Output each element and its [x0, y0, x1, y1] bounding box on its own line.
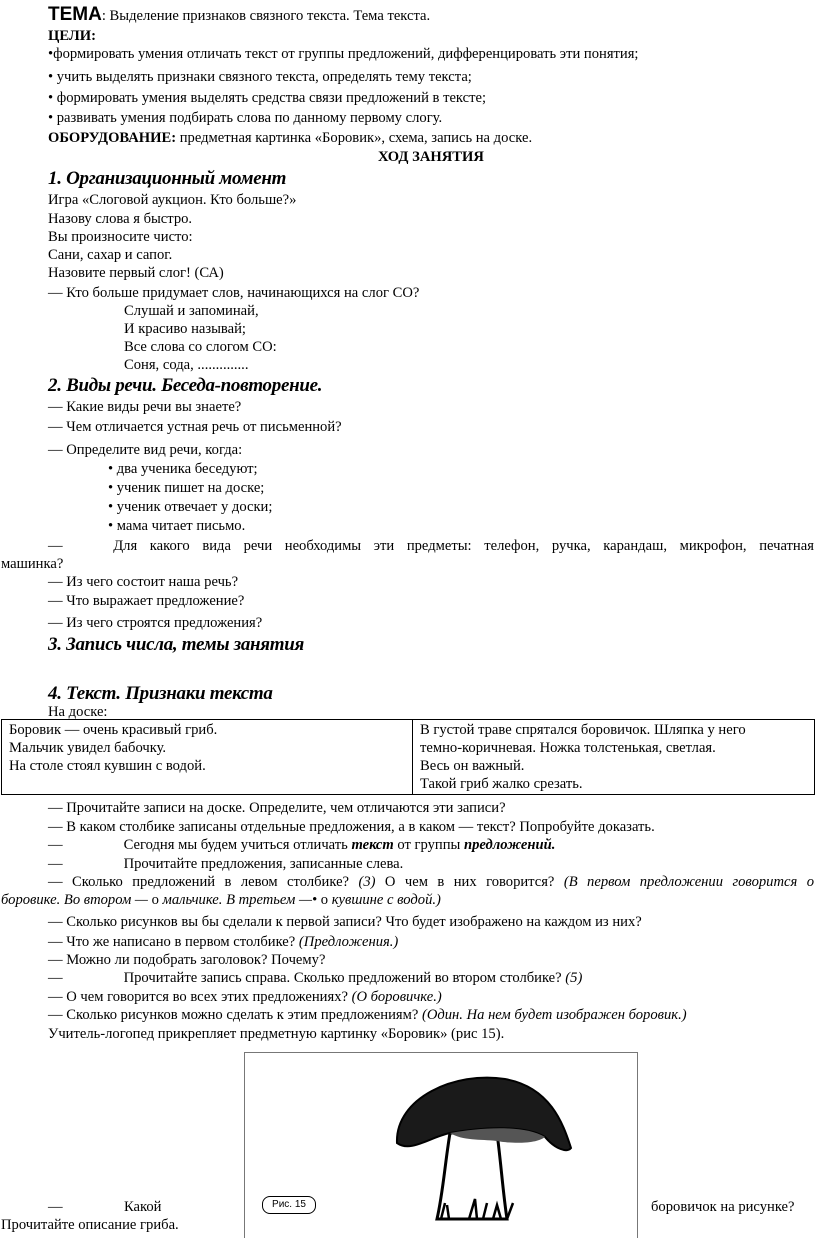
- word: ручка,: [551, 538, 591, 554]
- answer: (Предложения.): [298, 934, 399, 950]
- teacher-note: Учитель-логопед прикрепляет предметную картинку «Боровик» (рис 15).: [48, 1026, 505, 1042]
- tema-label: ТЕМА: [48, 4, 102, 25]
- board-text-line: темно-коричневая. Ножка толстенькая, светлая.: [420, 740, 716, 756]
- last-question-line2: Прочитайте описание гриба.: [1, 1217, 179, 1233]
- section1-heading: 1. Организационный момент: [48, 168, 287, 189]
- equipment-text: предметная картинка «Боровик», схема, запись на доске.: [176, 130, 533, 146]
- section4-heading: 4. Текст. Признаки текста: [48, 683, 273, 704]
- text: О чем в них говорится?: [375, 874, 564, 890]
- question: [48, 988, 442, 1006]
- bullet-item: • ученик пишет на доске;: [108, 480, 265, 496]
- lesson-title: ХОД ЗАНЯТИЯ: [378, 149, 484, 165]
- board-sentence: Боровик — очень красивый гриб.: [9, 722, 218, 738]
- word: вида: [202, 538, 231, 554]
- last-question-right: боровичок на рисунке?: [651, 1199, 795, 1215]
- word: предметы:: [406, 538, 472, 554]
- question: [48, 969, 582, 987]
- board-left-column: [2, 720, 413, 795]
- section1-line: Назовите первый слог! (СА): [48, 265, 224, 281]
- question: [48, 855, 403, 873]
- word: необходимы: [284, 538, 362, 554]
- word: Для: [113, 538, 138, 554]
- section1-line: — Кто больше придумает слов, начинающихся на слог СО?: [48, 285, 420, 301]
- answer-continuation: [1, 891, 441, 909]
- poem-line: И красиво называй;: [124, 321, 246, 337]
- answer: кувшине с водой.): [328, 892, 441, 908]
- text: о: [151, 892, 159, 908]
- board-table: [1, 719, 815, 795]
- poem-line: Соня, сода, ..............: [124, 357, 249, 373]
- question: [48, 1006, 687, 1024]
- text: Прочитайте запись справа. Сколько предложений во втором столбике?: [123, 970, 566, 986]
- last-question-word: Какой: [124, 1199, 162, 1215]
- answer: (3): [358, 874, 376, 890]
- board-sentence: Мальчик увидел бабочку.: [9, 740, 167, 756]
- bullet-item: • мама читает письмо.: [108, 518, 246, 534]
- answer: боровике. Во втором —: [1, 892, 152, 908]
- bullet-item: • ученик отвечает у доски;: [108, 499, 273, 515]
- section1-line: Сани, сахар и сапог.: [48, 247, 173, 263]
- question: [48, 836, 555, 854]
- question: — Определите вид речи, когда:: [48, 442, 243, 458]
- goal-item: •формировать умения отличать текст от группы предложений, дифференцировать эти понятия;: [48, 46, 639, 62]
- question: — В каком столбике записаны отдельные предложения, а в каком — текст? Попробуйте доказать.: [48, 819, 655, 835]
- question-continuation: машинка?: [1, 556, 64, 572]
- word: телефон,: [484, 538, 540, 554]
- emphasis: текст: [351, 837, 394, 853]
- board-text-line: Такой гриб жалко срезать.: [420, 776, 583, 792]
- answer: (Один. На нем будет изображен боровик.): [421, 1007, 687, 1023]
- text: — Сколько предложений в левом столбике?: [48, 874, 359, 890]
- text: — О чем говорится во всех этих предложениях?: [48, 989, 352, 1005]
- question: — Из чего строятся предложения?: [48, 615, 263, 631]
- question: — Из чего состоит наша речь?: [48, 574, 239, 590]
- dash: —: [48, 970, 63, 986]
- question: — Сколько рисунков вы бы сделали к первой записи? Что будет изображено на каждом из них?: [48, 914, 642, 930]
- emphasis: предложений.: [464, 837, 556, 853]
- question: [48, 873, 814, 891]
- word: эти: [373, 538, 395, 554]
- poem-line: Все слова со слогом СО:: [124, 339, 277, 355]
- question: — Прочитайте записи на доске. Определите, чем отличаются эти записи?: [48, 800, 506, 816]
- goals-label: ЦЕЛИ:: [48, 28, 96, 44]
- question: — Что выражает предложение?: [48, 593, 245, 609]
- answer: (5): [565, 970, 583, 986]
- word: какого: [149, 538, 190, 554]
- equipment-line: [48, 129, 532, 147]
- board-right-column: [413, 720, 815, 795]
- board-text-line: Весь он важный.: [420, 758, 525, 774]
- section1-line: Назову слова я быстро.: [48, 211, 193, 227]
- section1-line: Вы произносите чисто:: [48, 229, 193, 245]
- section3-heading: 3. Запись числа, темы занятия: [48, 634, 305, 655]
- tema-line: [48, 3, 430, 28]
- board-sentence: На столе стоял кувшин с водой.: [9, 758, 206, 774]
- goal-item: • формировать умения выделять средства связи предложений в тексте;: [48, 90, 487, 106]
- board-text-line: В густой траве спрятался боровичок. Шляпка у него: [420, 722, 746, 738]
- poem-line: Слушай и запоминай,: [124, 303, 259, 319]
- text: от группы: [393, 837, 465, 853]
- section1-line: Игра «Слоговой аукцион. Кто больше?»: [48, 192, 297, 208]
- text: — Сколько рисунков можно сделать к этим предложениям?: [48, 1007, 422, 1023]
- answer: мальчике. В третьем —•: [158, 892, 321, 908]
- question-justified: [48, 537, 814, 555]
- figure-label: Рис. 15: [262, 1196, 316, 1214]
- question: [48, 933, 398, 951]
- section2-heading: 2. Виды речи. Беседа-повторение.: [48, 375, 323, 396]
- on-board-label: На доске:: [48, 704, 108, 720]
- last-question-dash: —: [48, 1199, 63, 1215]
- question: — Чем отличается устная речь от письменной?: [48, 419, 342, 435]
- dash: —: [48, 856, 63, 872]
- question: — Можно ли подобрать заголовок? Почему?: [48, 952, 326, 968]
- text: — Что же написано в первом столбике?: [48, 934, 299, 950]
- word: речи: [243, 538, 273, 554]
- goal-item: • учить выделять признаки связного текста, определять тему текста;: [48, 69, 472, 85]
- question: — Какие виды речи вы знаете?: [48, 399, 242, 415]
- word: —: [48, 538, 63, 554]
- word: микрофон,: [679, 538, 747, 554]
- goal-item: • развивать умения подбирать слова по данному первому слогу.: [48, 110, 443, 126]
- text: Сегодня мы будем учиться отличать: [123, 837, 352, 853]
- answer: (В первом предложении говорится о: [563, 874, 814, 890]
- bullet-item: • два ученика беседуют;: [108, 461, 258, 477]
- word: печатная: [759, 538, 814, 554]
- tema-text: : Выделение признаков связного текста. Тема текста.: [101, 8, 431, 24]
- equipment-label: ОБОРУДОВАНИЕ:: [48, 130, 177, 146]
- text: о: [320, 892, 329, 908]
- text: Прочитайте предложения, записанные слева.: [123, 856, 404, 872]
- answer: (О боровичке.): [351, 989, 442, 1005]
- dash: —: [48, 837, 63, 853]
- word: карандаш,: [603, 538, 667, 554]
